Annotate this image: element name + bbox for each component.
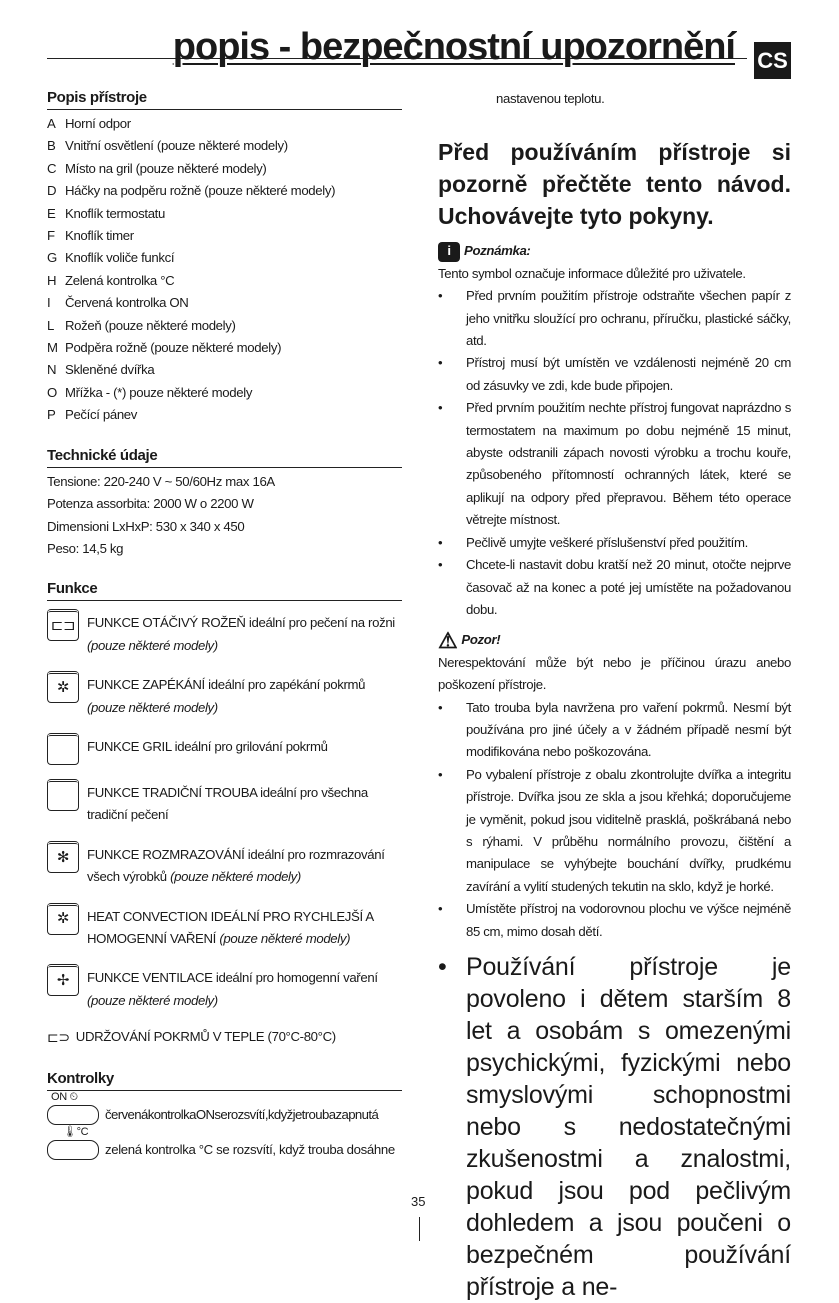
tech-heading: Technické údaje — [47, 446, 402, 468]
functions-list — [47, 609, 402, 1012]
part-key: E — [47, 205, 56, 221]
defrost-icon: ✻ — [47, 841, 79, 873]
function-desc: FUNKCE VENTILACE ideální pro homogenní vaření — [87, 970, 378, 986]
function-item — [47, 733, 402, 765]
parts-list-item — [47, 113, 402, 135]
lamp-on-label: ON ⏲ — [51, 1090, 78, 1103]
part-label: Háčky na podpěru rožně (pouze některé modely) — [65, 183, 336, 199]
function-text — [87, 671, 402, 719]
part-label: Červená kontrolka ON — [65, 295, 189, 311]
part-key: G — [47, 250, 57, 266]
part-key: O — [47, 384, 57, 400]
parts-heading: Popis přístroje — [47, 88, 402, 110]
function-note: (pouze některé modely) — [219, 930, 351, 946]
large-bullet-text: Používání přístroje je povoleno i dětem starším 8 let a osobám s omezenými psychickými, fyzickými nebo smyslovými schopnostmi nebo s nedostatečnými zkušenostmi a znalostmi, pokud jsou pod pečlivým dohledem a jsou poučeni o bezpečném používání přístroje a ne- — [466, 953, 791, 1301]
parts-list-item — [47, 158, 402, 180]
grill-icon — [47, 733, 79, 765]
function-note: (pouze některé modely) — [87, 992, 218, 1008]
part-label: Vnitřní osvětlení (pouze některé modely) — [65, 138, 288, 154]
function-item — [47, 671, 402, 719]
parts-list — [47, 113, 402, 427]
part-label: Zelená kontrolka °C — [65, 272, 175, 288]
function-item — [47, 841, 402, 889]
bullet-item — [438, 532, 791, 554]
part-key: D — [47, 183, 57, 199]
lamp-temp-row — [47, 1139, 402, 1161]
function-item — [47, 609, 402, 657]
parts-list-item — [47, 337, 402, 359]
bullet-item — [438, 352, 791, 397]
continuation-text: nastavenou teplotu. — [496, 91, 605, 106]
tech-spec-line: Tensione: 220-240 V ~ 50/60Hz max 16A — [47, 473, 275, 489]
function-item — [47, 903, 402, 951]
fan-grill-icon: ✲ — [47, 671, 79, 703]
function-item — [47, 779, 402, 827]
function-text — [87, 609, 402, 657]
warning-text: Nerespektování může být nebo je příčinou úrazu anebo poškození přístroje. — [438, 654, 791, 693]
part-key: P — [47, 407, 56, 423]
bullet-dot: • — [438, 901, 443, 917]
bullet-list-1 — [438, 285, 791, 621]
red-lamp-icon — [47, 1105, 99, 1125]
bullet-dot: • — [438, 400, 443, 416]
part-label: Místo na gril (pouze některé modely) — [65, 160, 267, 176]
bullet-list-2 — [438, 697, 791, 943]
page-number: 35 — [411, 1194, 426, 1209]
function-note: (pouze některé modely) — [170, 869, 301, 885]
bullet-item — [438, 285, 791, 352]
green-lamp-icon — [47, 1140, 99, 1160]
parts-list-item — [47, 315, 402, 337]
parts-list-item — [47, 135, 402, 157]
page-title: popis - bezpečnostní upozornění — [172, 26, 735, 68]
page-marker-line — [419, 1217, 420, 1241]
right-column — [438, 88, 791, 1303]
bullet-text: Před prvním použitím nechte přístroj fungovat naprázdno s termostatem na maximum po dobu nejméně 15 minut, abyste odstranili zápach novosti výrobku a trochu kouře, způsobeného přítomností ochranných látek, které se aplikují na odpory před přepravou. Během této operace větrejte místnost. — [466, 400, 791, 528]
parts-list-item — [47, 180, 402, 202]
note-title: Poznámka: — [464, 243, 531, 259]
part-key: I — [47, 295, 51, 311]
note-text: Tento symbol označuje informace důležité pro uživatele. — [438, 265, 746, 281]
function-desc: FUNKCE ZAPÉKÁNÍ ideální pro zapékání pokrmů — [87, 677, 366, 693]
bullet-dot: • — [438, 534, 443, 550]
rotisserie-icon: ⊏⊐ — [47, 609, 79, 641]
part-key: N — [47, 362, 57, 378]
function-text — [87, 841, 402, 889]
bullet-text: Umístěte přístroj na vodorovnou plochu ve výšce nejméně 85 cm, mimo dosah dětí. — [466, 901, 791, 939]
bullet-dot: • — [438, 699, 443, 715]
bullet-dot: • — [438, 766, 443, 782]
parts-list-item — [47, 270, 402, 292]
function-text — [87, 964, 402, 1012]
note-heading — [438, 240, 791, 262]
warning-icon: ⚠ — [438, 627, 458, 653]
language-badge: CS — [754, 42, 791, 79]
traditional-oven-icon — [47, 779, 79, 811]
part-label: Pečící pánev — [65, 407, 138, 423]
bullet-item — [438, 697, 791, 764]
part-key: H — [47, 272, 57, 288]
parts-list-item — [47, 382, 402, 404]
fan-icon: ✢ — [47, 964, 79, 996]
part-label: Knoflík voliče funkcí — [65, 250, 175, 266]
large-bullet-item: • Používání přístroje je povoleno i dětem starším 8 let a osobám s omezenými psychickými, fyzickými nebo smyslovými schopnostmi nebo s nedostatečnými zkušenostmi a znalostmi, pokud jsou pod pečlivým dohledem a jsou poučeni o bezpečném používání přístroje a ne- — [438, 953, 791, 1301]
function-text — [87, 779, 402, 827]
part-key: M — [47, 340, 58, 356]
part-key: C — [47, 160, 57, 176]
tech-spec-line: Peso: 14,5 kg — [47, 540, 124, 556]
bullet-dot: • — [438, 355, 443, 371]
function-desc: FUNKCE GRIL ideální pro grilování pokrmů — [87, 738, 328, 754]
lamp-on-text: červenákontrolkaONserozsvítí,kdyžjetroubazapnutá — [105, 1106, 379, 1122]
bullet-item — [438, 397, 791, 531]
part-label: Podpěra rožně (pouze některé modely) — [65, 340, 282, 356]
part-label: Knoflík termostatu — [65, 205, 165, 221]
bullet-text: Chcete-li nastavit dobu kratší než 20 minut, otočte nejprve časovač až na konec a poté jej umístěte na požadovanou dobu. — [466, 557, 791, 617]
bullet-text: Tato trouba byla navržena pro vaření pokrmů. Nesmí být používána pro jiné účely a v žádném případě nesmí být modifikována nebo poškozována. — [466, 699, 791, 760]
info-icon: i — [438, 242, 460, 262]
part-label: Skleněné dvířka — [65, 362, 155, 378]
warning-heading — [438, 629, 791, 651]
bullet-text: Pečlivě umyjte veškeré příslušenství před použitím. — [466, 534, 748, 550]
part-key: F — [47, 228, 55, 244]
tech-spec-list — [47, 471, 402, 561]
bullet-item — [438, 554, 791, 621]
part-label: Mřížka - (*) pouze některé modely — [65, 384, 253, 400]
warning-title: Pozor! — [461, 632, 501, 648]
function-text — [87, 903, 402, 951]
part-label: Knoflík timer — [65, 228, 134, 244]
lamps-heading: Kontrolky — [47, 1069, 402, 1091]
left-column — [47, 88, 402, 1161]
parts-list-item — [47, 203, 402, 225]
function-desc: FUNKCE TRADIČNÍ TROUBA ideální pro všechna tradiční pečení — [87, 784, 368, 823]
part-key: B — [47, 138, 56, 154]
keep-warm-text: UDRŽOVÁNÍ POKRMŮ V TEPLE (70°C-80°C) — [75, 1029, 336, 1045]
function-note: (pouze některé modely) — [87, 699, 218, 715]
function-desc: HEAT CONVECTION IDEÁLNÍ PRO RYCHLEJŠÍ A HOMOGENNÍ VAŘENÍ — [87, 908, 374, 946]
bullet-item — [438, 898, 791, 943]
part-key: L — [47, 317, 54, 333]
tech-spec-line: Dimensioni LxHxP: 530 x 340 x 450 — [47, 518, 245, 534]
bullet-text: Po vybalení přístroje z obalu zkontrolujte dvířka a integritu přístroje. Dvířka jsou ze skla a jsou křehká; doporučujeme je vyměnit, pokud jsou viditelně prasklá, poškrábaná nebo s rýhami. V průběhu normálního provozu, čištění a manipulace se vyhýbejte bouchání dvířky, prudkému zavírání a vylití studených tekutin na sklo, když je horké. — [466, 766, 791, 894]
lamp-temp-text: zelená kontrolka °C se rozsvítí, když trouba dosáhne — [105, 1142, 395, 1157]
parts-list-item — [47, 404, 402, 426]
parts-list-item — [47, 225, 402, 247]
part-label: Rožeň (pouze některé modely) — [65, 317, 236, 333]
function-item — [47, 964, 402, 1012]
parts-list-item — [47, 247, 402, 269]
bullet-item — [438, 764, 791, 898]
lamp-on-row — [47, 1104, 402, 1126]
heat-convection-icon: ✲ — [47, 903, 79, 935]
parts-list-item — [47, 359, 402, 381]
bullet-text: Před prvním použitím přístroje odstraňte všechen papír z jeho vnitřku sloužící pro ochranu, příručku, plastické sáčky, atd. — [466, 288, 791, 349]
bullet-dot: • — [438, 288, 443, 304]
functions-heading: Funkce — [47, 579, 402, 601]
parts-list-item — [47, 292, 402, 314]
function-desc: FUNKCE OTÁČIVÝ ROŽEŇ ideální pro pečení na rožni — [87, 615, 395, 631]
lamp-temp-label: 🌡°C — [63, 1126, 89, 1138]
bullet-text: Přístroj musí být umístěn ve vzdálenosti nejméně 20 cm od zásuvky ve zdi, kde bude připojen. — [466, 355, 791, 393]
part-label: Horní odpor — [65, 116, 131, 131]
part-key: A — [47, 116, 56, 131]
bullet-dot: • — [438, 557, 443, 573]
keep-warm-item — [47, 1026, 402, 1048]
pot-icon: ⊏⊃ — [47, 1029, 70, 1046]
tech-spec-line: Potenza assorbita: 2000 W o 2200 W — [47, 496, 254, 512]
function-note: (pouze některé modely) — [87, 637, 218, 653]
function-desc: FUNKCE ROZMRAZOVÁNÍ ideální pro rozmrazování všech výrobků — [87, 846, 385, 885]
function-text — [87, 733, 328, 758]
safety-heading: Před používáním přístroje si pozorně přečtěte tento návod. Uchovávejte tyto pokyny. — [438, 139, 791, 230]
